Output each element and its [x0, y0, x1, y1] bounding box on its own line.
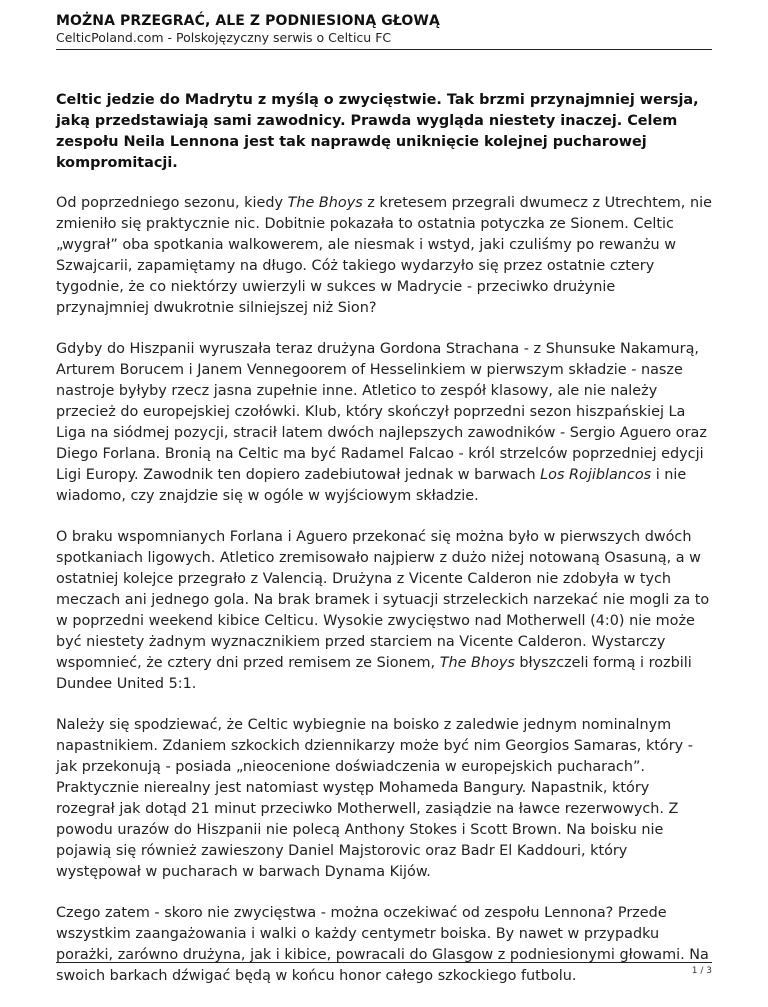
paragraph-2-text-a: Gdyby do Hiszpanii wyruszała teraz drużyna Gordona Strachana - z Shunsuke Nakamurą, Arturem Borucem i Janem Vennegoorem of Hesselinkiem w pierwszym składzie - nasze nastroje byłyby rzecz jasna zupełnie inne. Atletico to zespół klasowy, ale nie należy przecież do europejskiej czołówki. Klub, który skończył poprzedni sezon hiszpańskiej La Liga na siódmej pozycji, stracił latem dwóch najlepszych zawodników - Sergio Aguero oraz Diego Forlana. Bronią na Celtic ma być Radamel Falcao - król strzelców poprzedniej edycji Ligi Europy. Zawodnik ten dopiero zadebiutował jednak w barwach	[56, 341, 707, 483]
document-title: MOŻNA PRZEGRAĆ, ALE Z PODNIESIONĄ GŁOWĄ	[56, 13, 440, 29]
paragraph-4: Należy się spodziewać, że Celtic wybiegnie na boisko z zaledwie jednym nominalnym napastnikiem. Zdaniem szkockich dziennikarzy może być nim Georgios Samaras, który - jak przekonują - posiada „nieocenione doświadczenia w europejskich pucharach”. Praktycznie nierealny jest natomiast występ Mohameda Bangury. Napastnik, który rozegrał jak dotąd 21 minut przeciwko Motherwell, zasiądzie na ławce rezerwowych. Z powodu urazów do Hiszpanii nie polecą Anthony Stokes i Scott Brown. Na boisku nie pojawią się również zawieszony Daniel Majstorovic oraz Badr El Kaddouri, który występował w pucharach w barwach Dynama Kijów.	[56, 717, 693, 880]
paragraph-1	[56, 193, 712, 319]
page-header	[56, 0, 712, 50]
paragraph-3	[56, 527, 712, 695]
paragraph-2-emphasis: Los Rojiblancos	[540, 467, 652, 483]
article-lead: Celtic jedzie do Madrytu z myślą o zwycięstwie. Tak brzmi przynajmniej wersja, jaką przedstawiają sami zawodnicy. Prawda wygląda niestety inaczej. Celem zespołu Neila Lennona jest tak naprawdę uniknięcie kolejnej pucharowej kompromitacji.	[56, 92, 699, 171]
paragraph-5: Czego zatem - skoro nie zwycięstwa - można oczekiwać od zespołu Lennona? Przede wszystkim zaangażowania i walki o każdy centymetr boiska. By nawet w przypadku porażki, zarówno drużyna, jak i kibice, powracali do Glasgow z podniesionymi głowami. Na swoich barkach dźwigać będą w końcu honor całego szkockiego futbolu.	[56, 905, 709, 984]
paragraph-3-text-b: błyszczeli formą i rozbili Dundee United 5:1.	[56, 655, 692, 692]
paragraph-2-text-b: i nie wiadomo, czy znajdzie się w ogóle w wyjściowym składzie.	[56, 467, 687, 504]
article-body	[56, 90, 712, 1007]
document-page	[56, 0, 712, 994]
paragraph-1-emphasis: The Bhoys	[287, 195, 363, 211]
page-footer	[56, 962, 712, 976]
paragraph-3-emphasis: The Bhoys	[439, 655, 515, 671]
site-subtitle: CelticPoland.com - Polskojęzyczny serwis o Celticu FC	[56, 30, 392, 45]
paragraph-2	[56, 339, 712, 507]
page-number: 1 / 3	[691, 966, 712, 976]
paragraph-3-text-a: O braku wspomnianych Forlana i Aguero przekonać się można było w pierwszych dwóch spotkaniach ligowych. Atletico zremisowało najpierw z dużo niżej notowaną Osasuną, a w ostatniej kolejce przegrało z Valencią. Drużyna z Vicente Calderon nie zdobyła w tych meczach ani jednego gola. Na brak bramek i sytuacji strzeleckich narzekać nie mogli za to w poprzedni weekend kibice Celticu. Wysokie zwycięstwo nad Motherwell (4:0) nie może być niestety żadnym wyznacznikiem przed starciem na Vicente Calderon. Wystarczy wspomnieć, że cztery dni przed remisem ze Sionem,	[56, 529, 710, 671]
paragraph-1-text-b: z kretesem przegrali dwumecz z Utrechtem, nie zmieniło się praktycznie nic. Dobitnie pokazała to ostatnia potyczka ze Sionem. Celtic „wygrał” oba spotkania walkowerem, ale niesmak i wstyd, jaki czuliśmy po rewanżu w Szwajcarii, zapamiętamy na długo. Cóż takiego wydarzyło się przez ostatnie cztery tygodnie, że co niektórzy uwierzyli w sukces w Madrycie - przeciwko drużynie przynajmniej dwukrotnie silniejszej niż Sion?	[56, 195, 712, 316]
paragraph-1-text-a: Od poprzedniego sezonu, kiedy	[56, 195, 288, 211]
